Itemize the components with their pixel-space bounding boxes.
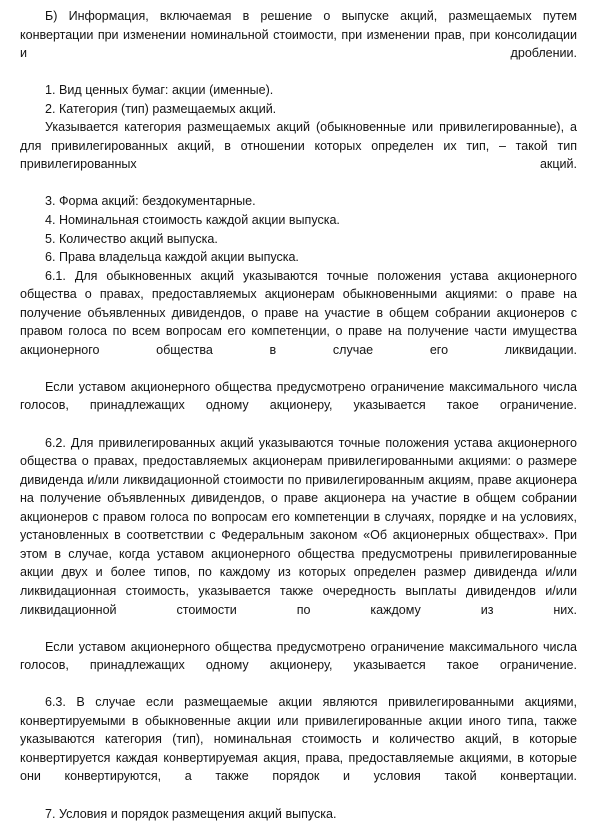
list-item-3: 3. Форма акций: бездокументарные. (45, 194, 256, 209)
paragraph-vote-limit-first: Если уставом акционерного общества предусмотрено ограничение максимального числа голосов, принадлежащих одному акционеру, указывается такое ограничение. (20, 379, 577, 413)
list-item-2: 2. Категория (тип) размещаемых акций. (45, 101, 277, 116)
list-item-7: 7. Условия и порядок размещения акций выпуска. (45, 806, 337, 821)
list-item-6: 6. Права владельца каждой акции выпуска. (45, 250, 299, 265)
list-item-5: 5. Количество акций выпуска. (45, 231, 218, 246)
list-item-6-3: 6.3. В случае если размещаемые акции являются привилегированными акциями, конвертируемыми в обыкновенные акции или привилегированные акции иного типа, также указываются категория (тип), номинальная стоимость и количество акций, в которые конвертируется каждая конвертируемая акция, права, предоставляемые акциями, в которые они конвертируются, а также порядок и условия такой конвертации. (20, 695, 577, 784)
paragraph-category-explanation: Указывается категория размещаемых акций (обыкновенные или привилегированные), а для привилегированных акций, в отношении которых определен их тип, – такой тип привилегированных акций. (20, 120, 577, 172)
list-item-4: 4. Номинальная стоимость каждой акции выпуска. (45, 213, 340, 228)
list-item-1: 1. Вид ценных бумаг: акции (именные). (45, 83, 274, 98)
list-item-6-2: 6.2. Для привилегированных акций указываются точные положения устава акционерного общества о правах, предоставляемых акционерам привилегированными акциями: о размере дивиденда и/или ликвидационной стоимости по привилегированным акциям, праве акционера на получение объявленных дивидендов, о праве акционера на участие в общем собрании акционеров с правом голоса по вопросам его компетенции в случаях, порядке и на условиях, установленных в соответствии с Федеральным законом «Об акционерных обществах». При этом в случае, когда уставом акционерного общества предусмотрены привилегированные акции двух и более типов, по каждому из которых определен размер дивиденда и/или ликвидационная стоимость, указывается также очередность выплаты дивидендов и/или ликвидационной стоимости по каждому из них. (20, 435, 577, 617)
document-text-body (20, 7, 577, 823)
paragraph-b-intro: Б) Информация, включаемая в решение о выпуске акций, размещаемых путем конвертации при изменении номинальной стоимости, при изменении прав, при консолидации и дроблении. (20, 9, 577, 61)
paragraph-vote-limit-second: Если уставом акционерного общества предусмотрено ограничение максимального числа голосов, принадлежащих одному акционеру, указывается такое ограничение. (20, 639, 577, 673)
list-item-6-1: 6.1. Для обыкновенных акций указываются точные положения устава акционерного общества о правах, предоставляемых акционерам обыкновенными акциями: о праве на получение объявленных дивидендов, о праве на участие в общем собрании акционеров с правом голоса по всем вопросам его компетенции, о праве на получение части имущества акционерного общества в случае его ликвидации. (20, 268, 577, 357)
